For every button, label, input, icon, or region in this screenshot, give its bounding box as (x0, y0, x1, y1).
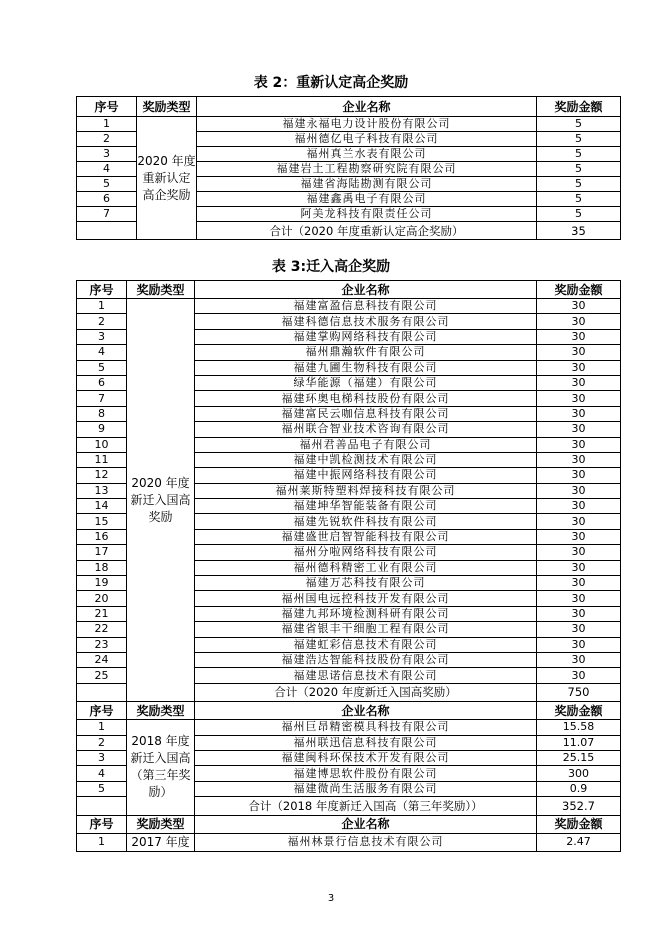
total-label: 合计（2018 年度新迁入国高（第三年奖励）） (195, 797, 537, 815)
row-no: 5 (77, 781, 127, 796)
row-no: 6 (77, 192, 137, 207)
award-type-cell (127, 720, 195, 815)
award-amount: 30 (537, 345, 621, 360)
total-empty-cell (77, 797, 127, 815)
company-name: 福建微尚生活服务有限公司 (195, 781, 537, 796)
award-amount: 30 (537, 314, 621, 329)
company-name: 福建岩土工程勘察研究院有限公司 (197, 162, 537, 177)
header-amount: 奖励金额 (537, 97, 621, 117)
total-label: 合计（2020 年度重新认定高企奖励） (197, 222, 537, 240)
total-empty-cell (77, 222, 137, 240)
row-no: 3 (77, 329, 127, 344)
row-no: 4 (77, 162, 137, 177)
row-no: 7 (77, 207, 137, 222)
award-amount: 30 (537, 499, 621, 514)
company-name: 福建盛世启智智能科技有限公司 (195, 529, 537, 544)
award-amount: 30 (537, 360, 621, 375)
company-name: 福建中振网络科技有限公司 (195, 468, 537, 483)
company-name: 福州德科精密工业有限公司 (195, 560, 537, 575)
award-amount: 0.9 (537, 781, 621, 796)
award-amount: 30 (537, 652, 621, 667)
header-no: 序号 (77, 97, 137, 117)
award-amount: 11.07 (537, 735, 621, 750)
table-header-row (77, 281, 621, 299)
total-amount: 352.7 (537, 797, 621, 815)
award-type-line: 2020 年度 (137, 153, 196, 168)
award-amount: 30 (537, 391, 621, 406)
row-no: 22 (77, 622, 127, 637)
award-amount: 30 (537, 452, 621, 467)
row-no: 24 (77, 652, 127, 667)
table2-header-row (77, 97, 621, 117)
company-name: 福建省海陆勘测有限公司 (197, 177, 537, 192)
row-no: 2 (77, 132, 137, 147)
total-amount: 750 (537, 683, 621, 701)
header-type: 奖励类型 (127, 702, 195, 720)
company-name: 福州德亿电子科技有限公司 (197, 132, 537, 147)
award-type-cell: 2017 年度 (127, 833, 195, 851)
award-amount: 30 (537, 576, 621, 591)
company-name: 福州巨昂精密模具科技有限公司 (195, 720, 537, 735)
table-row (77, 833, 621, 851)
row-no: 18 (77, 560, 127, 575)
row-no: 3 (77, 750, 127, 765)
header-company: 企业名称 (195, 281, 537, 299)
award-type-line: 高企奖励 (142, 187, 191, 202)
row-no: 1 (77, 720, 127, 735)
award-type-cell (137, 117, 197, 240)
row-no: 2 (77, 735, 127, 750)
company-name: 福建掌购网络科技有限公司 (195, 329, 537, 344)
table3-title: 表 3:迁入高企奖励 (271, 259, 391, 275)
award-amount: 30 (537, 560, 621, 575)
award-amount: 5 (537, 117, 621, 132)
company-name: 福建富盈信息科技有限公司 (195, 299, 537, 314)
company-name: 福州莱斯特塑料焊接科技有限公司 (195, 483, 537, 498)
row-no: 6 (77, 375, 127, 390)
header-company: 企业名称 (195, 702, 537, 720)
header-no: 序号 (77, 815, 127, 833)
row-no: 7 (77, 391, 127, 406)
table-row (77, 117, 621, 132)
company-name: 福建闽科环保技术开发有限公司 (195, 750, 537, 765)
row-no: 23 (77, 637, 127, 652)
company-name: 福州鼎瀚软件有限公司 (195, 345, 537, 360)
company-name: 福建虹彩信息技术有限公司 (195, 637, 537, 652)
award-amount: 5 (537, 132, 621, 147)
company-name: 福建思诺信息技术有限公司 (195, 668, 537, 683)
row-no: 12 (77, 468, 127, 483)
row-no: 1 (77, 299, 127, 314)
award-amount: 5 (537, 207, 621, 222)
row-no: 19 (77, 576, 127, 591)
header-type: 奖励类型 (127, 281, 195, 299)
row-no: 8 (77, 406, 127, 421)
row-no: 4 (77, 345, 127, 360)
company-name: 福州林景行信息技术有限公司 (195, 833, 537, 851)
row-no: 1 (77, 117, 137, 132)
row-no: 4 (77, 766, 127, 781)
company-name: 福建科德信息技术服务有限公司 (195, 314, 537, 329)
company-name: 福建鑫禹电子有限公司 (197, 192, 537, 207)
award-type-cell (127, 299, 195, 702)
table-row (77, 720, 621, 735)
award-amount: 30 (537, 483, 621, 498)
award-amount: 30 (537, 622, 621, 637)
award-amount: 30 (537, 468, 621, 483)
award-type-line: 奖励 (148, 509, 173, 524)
company-name: 福建万芯科技有限公司 (195, 576, 537, 591)
table2 (76, 96, 621, 240)
company-name: 福州分啦网络科技有限公司 (195, 545, 537, 560)
header-type: 奖励类型 (127, 815, 195, 833)
award-amount: 25.15 (537, 750, 621, 765)
row-no: 5 (77, 177, 137, 192)
award-amount: 30 (537, 329, 621, 344)
table-header-row (77, 815, 621, 833)
total-label: 合计（2020 年度新迁入国高奖励） (195, 683, 537, 701)
row-no: 17 (77, 545, 127, 560)
header-company: 企业名称 (195, 815, 537, 833)
row-no: 21 (77, 606, 127, 621)
company-name: 阿美龙科技有限责任公司 (197, 207, 537, 222)
header-type: 奖励类型 (137, 97, 197, 117)
row-no: 9 (77, 422, 127, 437)
header-company: 企业名称 (197, 97, 537, 117)
total-empty-cell (77, 683, 127, 701)
award-amount: 15.58 (537, 720, 621, 735)
award-type-line: 重新认定 (142, 170, 191, 185)
award-amount: 30 (537, 606, 621, 621)
company-name: 福建永福电力设计股份有限公司 (197, 117, 537, 132)
page-number: 3 (327, 893, 335, 904)
company-name: 福建富民云咖信息科技有限公司 (195, 406, 537, 421)
company-name: 福建坤华智能装备有限公司 (195, 499, 537, 514)
company-name: 福建浩达智能科技股份有限公司 (195, 652, 537, 667)
award-amount: 30 (537, 375, 621, 390)
award-amount: 5 (537, 147, 621, 162)
award-type-line: 新迁入国高 (130, 492, 191, 507)
award-amount: 30 (537, 422, 621, 437)
award-amount: 2.47 (537, 833, 621, 851)
award-amount: 30 (537, 545, 621, 560)
award-type-line: 励） (148, 785, 173, 800)
award-type-line: 新迁入国高 (130, 751, 191, 766)
row-no: 20 (77, 591, 127, 606)
company-name: 福建环奥电梯科技股份有限公司 (195, 391, 537, 406)
award-amount: 30 (537, 591, 621, 606)
company-name: 福州君善品电子有限公司 (195, 437, 537, 452)
award-amount: 30 (537, 529, 621, 544)
header-no: 序号 (77, 702, 127, 720)
table3 (76, 280, 621, 852)
company-name: 福州真兰水表有限公司 (197, 147, 537, 162)
header-amount: 奖励金额 (537, 702, 621, 720)
award-amount: 30 (537, 637, 621, 652)
row-no: 5 (77, 360, 127, 375)
header-amount: 奖励金额 (537, 281, 621, 299)
row-no: 1 (77, 833, 127, 851)
row-no: 16 (77, 529, 127, 544)
row-no: 14 (77, 499, 127, 514)
company-name: 福州国电远控科技开发有限公司 (195, 591, 537, 606)
award-amount: 30 (537, 299, 621, 314)
total-amount: 35 (537, 222, 621, 240)
company-name: 福建博思软件股份有限公司 (195, 766, 537, 781)
award-amount: 300 (537, 766, 621, 781)
award-type-line: 2020 年度 (131, 475, 190, 490)
company-name: 福州联迅信息科技有限公司 (195, 735, 537, 750)
table-header-row (77, 702, 621, 720)
company-name: 福建先锐软件科技有限公司 (195, 514, 537, 529)
award-amount: 30 (537, 406, 621, 421)
table-row (77, 299, 621, 314)
row-no: 3 (77, 147, 137, 162)
award-amount: 5 (537, 162, 621, 177)
company-name: 福建中凯检测技术有限公司 (195, 452, 537, 467)
table2-title: 表 2：重新认定高企奖励 (253, 75, 409, 91)
company-name: 福建省银丰干细胞工程有限公司 (195, 622, 537, 637)
header-no: 序号 (77, 281, 127, 299)
company-name: 福州联合智业技术咨询有限公司 (195, 422, 537, 437)
award-amount: 30 (537, 437, 621, 452)
row-no: 10 (77, 437, 127, 452)
award-amount: 5 (537, 177, 621, 192)
company-name: 绿华能源（福建）有限公司 (195, 375, 537, 390)
row-no: 13 (77, 483, 127, 498)
award-type-line: 2018 年度 (131, 734, 190, 749)
award-type-line: （第三年奖 (130, 768, 191, 783)
header-amount: 奖励金额 (537, 815, 621, 833)
company-name: 福建九圃生物科技有限公司 (195, 360, 537, 375)
row-no: 11 (77, 452, 127, 467)
award-amount: 30 (537, 668, 621, 683)
row-no: 15 (77, 514, 127, 529)
company-name: 福建九邦环境检测科研有限公司 (195, 606, 537, 621)
row-no: 2 (77, 314, 127, 329)
award-amount: 30 (537, 514, 621, 529)
award-amount: 5 (537, 192, 621, 207)
row-no: 25 (77, 668, 127, 683)
